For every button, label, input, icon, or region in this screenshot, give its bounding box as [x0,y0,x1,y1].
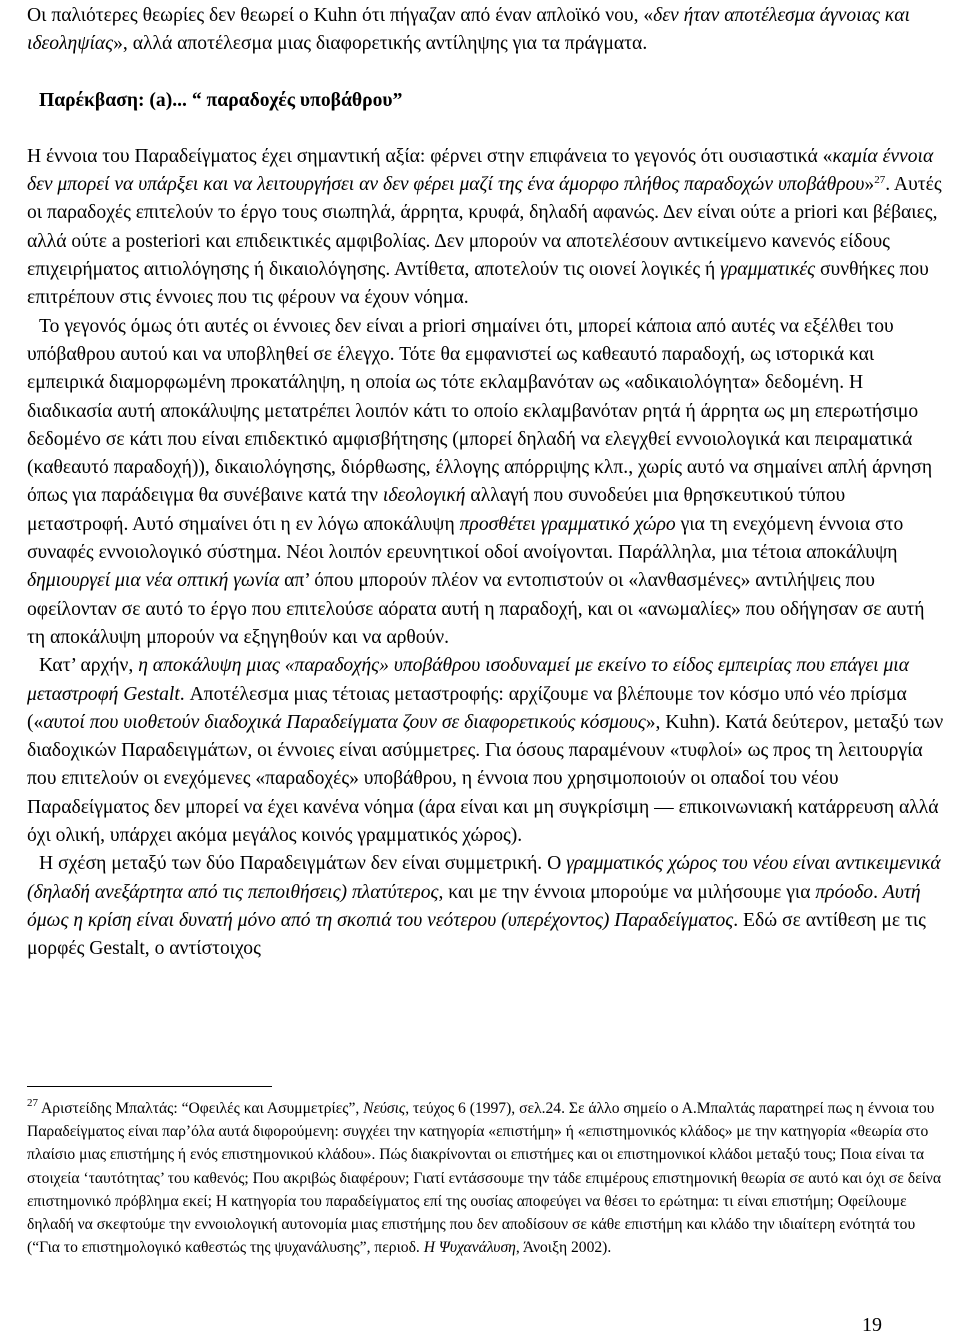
text-run: Αριστείδης Μπαλτάς: [38,1100,182,1117]
italic-run: η αποκάλυψη μιας «παραδοχής» υποβάθρου ισοδυναμεί με εκείνο το είδος εμπειρίας που επάγει μια μεταστροφή Gestalt [27,655,910,705]
text-run: συνθήκες που επιτρέπουν στις έννοιες που τις φέρουν να έχουν νόημα. [27,259,929,309]
text-run: για τη ενεχόμενη έννοια στο συναφές εννοιολογικό σύστημα. Νέοι λοιπόν ερευνητικοί οδοί ανοίγονται. Παράλληλα, μια τέτοια αποκάλυψη [27,513,904,564]
text-run: », Kuhn). Κατά δεύτερον, μεταξύ των διαδοχικών Παραδειγμάτων, οι έννοιες είναι ασύμμετρες. Για όσους παραμένουν «τυφλοί» ως προς τη λειτουργία που επιτελούν οι ενεχόμενες «παραδοχές» υποβάθρου, η έννοια που χρησιμοποιούν οι οπαδοί του νέου Παραδείγματος δεν μπορεί να έχει κανένα νόημα (άρα είναι και μη συγκρίσιμη — επικοινωνιακή κατάρρευση αλλά όχι ολική, υπάρχει ακόμα μεγάλος κοινός γραμματικός χώρος). [27,711,944,847]
footnote-divider [27,1086,272,1087]
intro-paragraph [27,2,947,59]
italic-run: Η Ψυχανάλυση [423,1239,516,1257]
italic-run: αυτοί που υιοθετούν διαδοχικά Παραδείγματα ζουν σε διαφορετικούς κόσμους [43,711,646,733]
text-run: Κατ’ αρχήν, [39,655,139,677]
paragraph-4 [27,850,947,963]
text-run: Οι παλιότερες θεωρίες δεν θεωρεί ο Kuhn ότι πήγαζαν από έναν απλοϊκό νου, « [27,5,654,26]
italic-run: δεν ήταν αποτέλεσμα άγνοιας και ιδεοληψίας [27,5,910,55]
text-run: » [864,174,875,196]
footnote-ref[interactable]: 27 [874,174,886,187]
text-run: , και με την έννοια μπορούμε να μιλήσουμε για [438,881,816,903]
section-heading [27,87,947,115]
italic-run: προσθέτει γραμματικό χώρο [459,513,676,535]
italic-run: Νεύσις [363,1100,406,1117]
footnote-number: 27 [27,1097,38,1109]
paragraph-3 [27,652,947,850]
document-page [27,0,947,964]
italic-run: γραμματικές [720,259,816,281]
heading-title: “ παραδοχές υποβάθρου” [191,89,403,111]
footnotes [27,1086,947,1259]
text-run: . Αυτές οι παραδοχές επιτελούν το έργο τους σιωπηλά, άρρητα, κρυφά, δηλαδή αφανώς. Δεν είναι ούτε a priori και βέβαιες, αλλά ούτε a posteriori και επιδεικτικές αμφιβολίας. Δεν μπορούν να αποτελέσουν αντικείμενο κανενός είδους επιχειρήματος αιτιολόγησης ή δικαιολόγησης. Αντίθετα, αποτελούν τις οιονεί λογικές ή [27,174,942,281]
italic-run: ιδεολογική [382,485,466,507]
text-run: απ’ όπου μπορούν πλέον να εντοπιστούν οι «λανθασμένες» αντιλήψεις που οφείλονταν σε αυτό το έργο που επιτελούσε αόρατα αυτή η παραδοχή, και οι «ανωμαλίες» που οδήγησαν σε αυτή τη αποκάλυψη μπορούν να εξηγηθούν και να αρθούν. [27,570,925,648]
main-text [27,2,947,964]
paragraph-2 [27,313,947,653]
text-run: αλλαγή που συνοδεύει μια θρησκευτικού τύπου μεταστροφή. Αυτό σημαίνει ότι η εν λόγω αποκάλυψη [27,485,846,535]
text-run: . [873,881,883,903]
text-run: . Αποτέλεσμα μιας τέτοιας μεταστροφής: αρχίζουμε να βλέπουμε τον κόσμο υπό νέο πρίσμα (« [27,683,907,733]
italic-run: πρόοδο [815,881,874,903]
text-run: », αλλά αποτέλεσμα μιας διαφορετικής αντίληψης για τα πράγματα. [113,33,648,55]
italic-run: καμία έννοια δεν μπορεί να υπάρξει και να λειτουργήσει αν δεν φέρει μαζί της ένα άμορφο πλήθος παραδοχών υποβάθρου [27,145,934,196]
text-run: . Εδώ σε αντίθεση με τις μορφές Gestalt, ο αντίστοιχος [27,909,926,960]
text-run: Η έννοια του Παραδείγματος έχει σημαντική αξία: φέρνει στην επιφάνεια το γεγονός ότι ουσιαστικά « [27,145,833,167]
text-run: Η σχέση μεταξύ των δύο Παραδειγμάτων δεν είναι συμμετρική. Ο [39,853,567,875]
text-run: Το γεγονός όμως ότι αυτές οι έννοιες δεν είναι a priori σημαίνει ότι, μπορεί κάποια από αυτές να εξέλθει του υπόβαθρου αυτού και να υποβληθεί σε έλεγχο. Τότε θα εμφανιστεί ως καθεαυτό παραδοχή, ως ιστορικά και εμπειρικά διαμορφωμένη προκατάληψη, η οποία ως τότε εκλαμβανόταν ως «αδικαιολόγητα» δεδομένη. Η διαδικασία αυτή αποκάλυψης μετατρέπει λοιπόν κάτι το οποίο εκλαμβανόταν ρητά ή άρρητα ως μη επερωτήσιμο δεδομένο σε κάτι που είναι επιδεκτικό αμφισβήτησης (μπορεί δηλαδή να ελεγχθεί εννοιολογικά και πειραματικά (καθεαυτό παραδοχή)), δικαιολόγησης, διόρθωσης, έλλογης απόρριψης κλπ., χωρίς αυτό να σημαίνει απλή άρνηση όπως για παράδειγμα θα συνέβαινε κατά την [27,315,933,507]
footnote-27 [27,1097,947,1259]
italic-run: γραμματικός χώρος του νέου είναι αντικειμενικά (δηλαδή ανεξάρτητα από τις πεποιθήσεις) πλατύτερος [27,853,941,903]
page-number: 19 [862,1314,882,1336]
paragraph-1 [27,143,947,313]
text-run: “Οφειλές και Ασυμμετρίες”, [181,1100,364,1117]
italic-run: Αυτή όμως η κρίση είναι δυνατή μόνο από τη σκοπιά του νεότερου (υπερέχοντος) Παραδείγματος [27,881,921,931]
italic-run: δημιουργεί μια νέα οπτική γωνία [27,570,280,592]
text-run: , τεύχος 6 (1997), σελ.24. Σε άλλο σημείο ο Α.Μπαλτάς παρατηρεί πως η έννοια του Παραδείγματος είναι παρ’όλα αυτά διφορούμενη: συγχέει την κατηγορία «επιστήμη» ή «επιστημονικός κλάδος» με την κατηγορία «θεωρία στο πλαίσιο μιας επιστήμης ή ενός επιστημονικού κλάδου». Πώς διακρίνονται οι επιστήμες και οι επιστημονικοί κλάδοι μεταξύ τους; Ποια είναι τα στοιχεία ‘ταυτότητας’ του καθενός; Που ακριβώς διαφέρουν; Γιατί εντάσσουμε την τάδε επιμέρους επιστημονική θεωρία σε αυτό και όχι σε δείνα επιστημονικό πρόβλημα εκεί; Η κατηγορία του παραδείγματος επί της ουσίας αποφεύγει να θέσει το ερώτημα: τι είναι επιστήμη; Οφείλουμε δηλαδή να σκεφτούμε την εννοιολογική αυτονομία μιας επιστήμης που δεν αποδίσουν σε κάθε επιστήμη και κλάδο την ιδιαίτερη ενότητά του (“Για το επιστημολογικό καθεστώς της ψυχανάλυσης”, περιοδ. [27,1100,942,1257]
heading-prefix: Παρέκβαση: (a)... [39,89,187,111]
text-run: , Άνοιξη 2002). [515,1239,612,1257]
